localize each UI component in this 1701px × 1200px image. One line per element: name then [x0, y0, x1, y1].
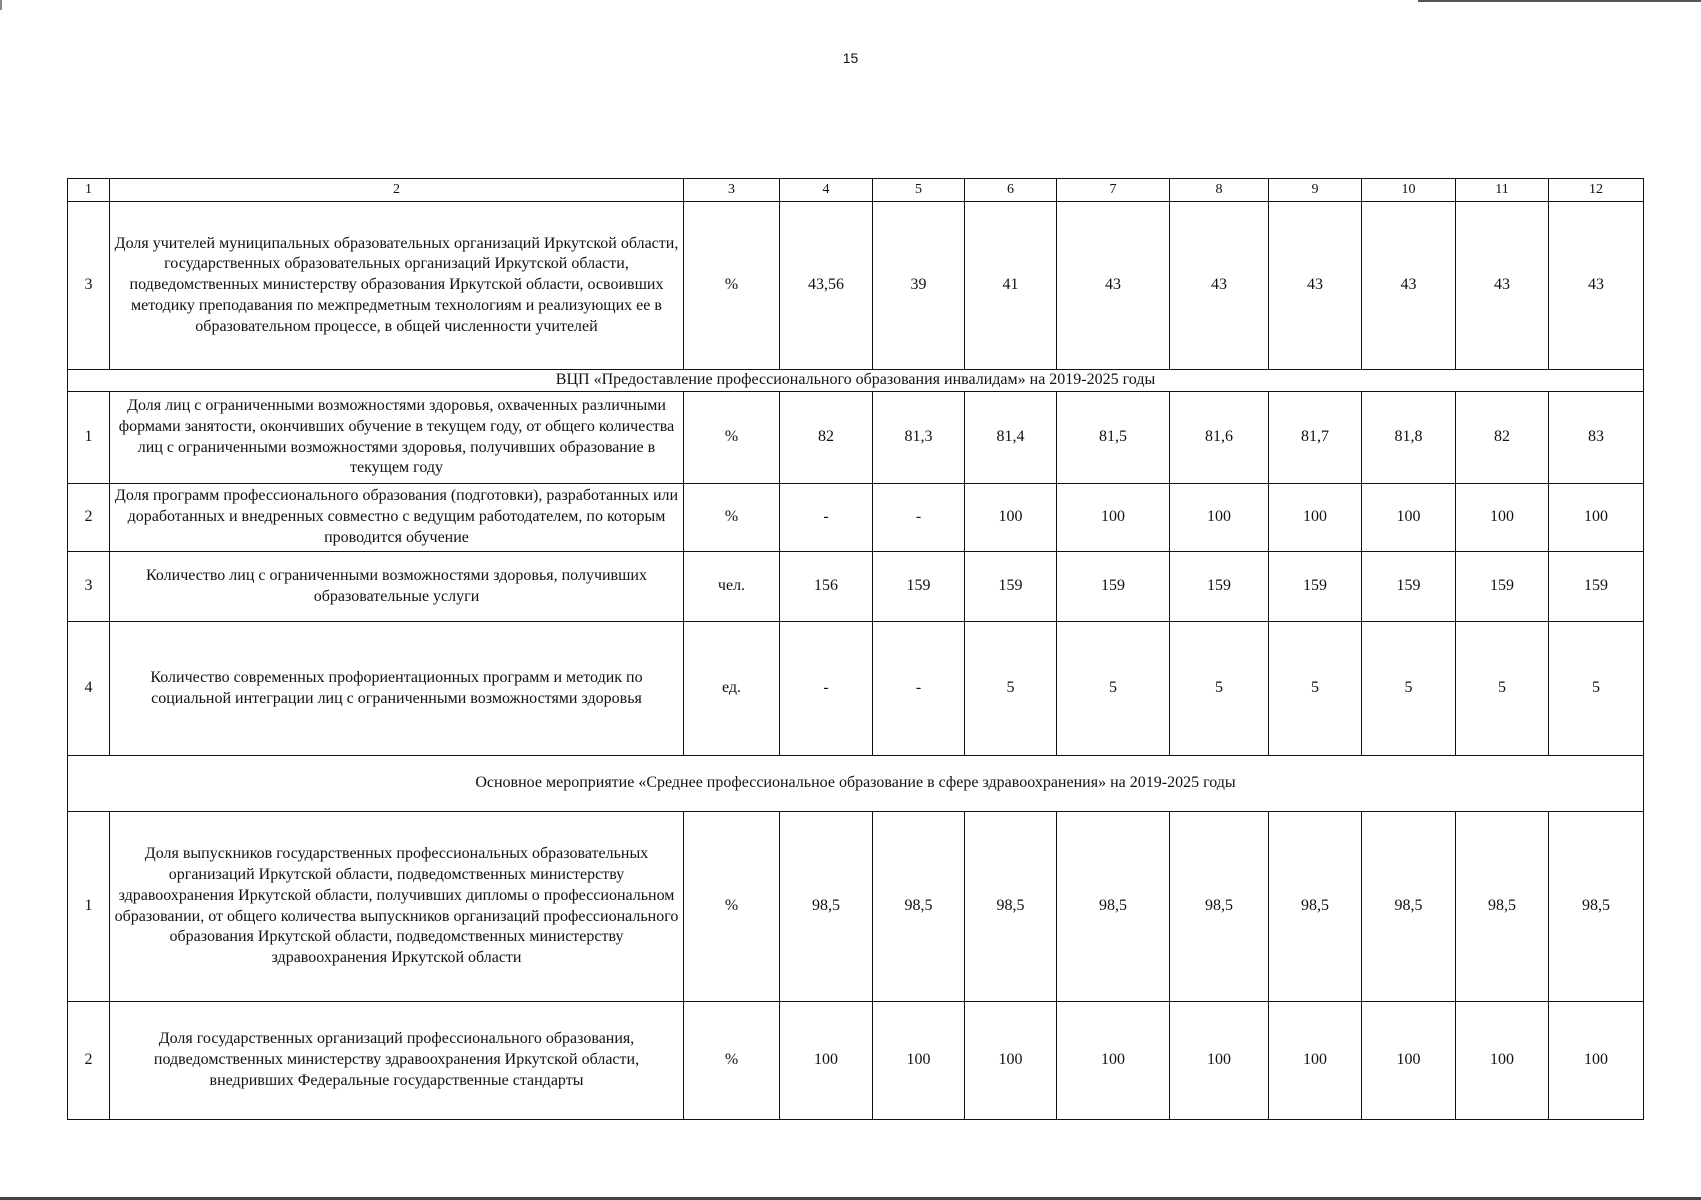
- indicator-description: Доля выпускников государственных профессиональных образовательных организаций Иркутской области, подведомственных министерству здравоохранения Иркутской области, получивших дипломы о профессиональном образовании, от общего количества выпускников организаций профессионального образования Иркутской области, подведомственных министерству здравоохранения Иркутской области: [110, 812, 684, 1002]
- value-cell: 98,5: [1170, 812, 1269, 1002]
- value-cell: 98,5: [873, 812, 965, 1002]
- table-row: [68, 812, 1644, 1002]
- value-cell: 81,5: [1057, 392, 1170, 484]
- value-cell: 81,4: [965, 392, 1057, 484]
- value-cell: 81,6: [1170, 392, 1269, 484]
- value-cell: 159: [1170, 552, 1269, 622]
- table-body: [68, 179, 1644, 1120]
- value-cell: 100: [1549, 1002, 1644, 1120]
- indicator-description: Количество лиц с ограниченными возможностями здоровья, получивших образовательные услуги: [110, 552, 684, 622]
- row-number: 2: [68, 484, 110, 552]
- column-header: 5: [873, 179, 965, 202]
- value-cell: 5: [1549, 622, 1644, 756]
- section-title: ВЦП «Предоставление профессионального образования инвалидам» на 2019-2025 годы: [68, 370, 1644, 392]
- indicator-description: Доля программ профессионального образования (подготовки), разработанных или доработанных и внедренных совместно с ведущим работодателем, по которым проводится обучение: [110, 484, 684, 552]
- value-cell: 81,8: [1362, 392, 1456, 484]
- section-title: Основное мероприятие «Среднее профессиональное образование в сфере здравоохранения» на 2019-2025 годы: [68, 756, 1644, 812]
- unit-cell: чел.: [684, 552, 780, 622]
- table-row: [68, 1002, 1644, 1120]
- table-row: [68, 552, 1644, 622]
- value-cell: -: [873, 484, 965, 552]
- unit-cell: %: [684, 812, 780, 1002]
- column-header: 9: [1269, 179, 1362, 202]
- value-cell: 83: [1549, 392, 1644, 484]
- column-header: 8: [1170, 179, 1269, 202]
- value-cell: 43: [1549, 202, 1644, 370]
- table-row: [68, 622, 1644, 756]
- scan-top-rule: [1418, 0, 1701, 2]
- indicator-description: Количество современных профориентационных программ и методик по социальной интеграции лиц с ограниченными возможностями здоровья: [110, 622, 684, 756]
- value-cell: 98,5: [1057, 812, 1170, 1002]
- value-cell: 5: [965, 622, 1057, 756]
- value-cell: -: [780, 622, 873, 756]
- value-cell: 156: [780, 552, 873, 622]
- row-number: 2: [68, 1002, 110, 1120]
- row-number: 3: [68, 202, 110, 370]
- column-header: 6: [965, 179, 1057, 202]
- value-cell: 98,5: [1269, 812, 1362, 1002]
- value-cell: 81,3: [873, 392, 965, 484]
- row-number: 1: [68, 392, 110, 484]
- table-row: [68, 392, 1644, 484]
- value-cell: 100: [873, 1002, 965, 1120]
- value-cell: -: [873, 622, 965, 756]
- section-row: [68, 370, 1644, 392]
- value-cell: 98,5: [780, 812, 873, 1002]
- row-number: 1: [68, 812, 110, 1002]
- column-header: 7: [1057, 179, 1170, 202]
- value-cell: -: [780, 484, 873, 552]
- value-cell: 100: [1456, 1002, 1549, 1120]
- value-cell: 100: [1362, 1002, 1456, 1120]
- row-number: 4: [68, 622, 110, 756]
- value-cell: 100: [1269, 484, 1362, 552]
- value-cell: 100: [1170, 1002, 1269, 1120]
- unit-cell: ед.: [684, 622, 780, 756]
- value-cell: 5: [1170, 622, 1269, 756]
- value-cell: 43: [1269, 202, 1362, 370]
- value-cell: 100: [1170, 484, 1269, 552]
- value-cell: 5: [1456, 622, 1549, 756]
- value-cell: 100: [780, 1002, 873, 1120]
- value-cell: 159: [1549, 552, 1644, 622]
- value-cell: 98,5: [965, 812, 1057, 1002]
- row-number: 3: [68, 552, 110, 622]
- unit-cell: %: [684, 392, 780, 484]
- value-cell: 98,5: [1362, 812, 1456, 1002]
- value-cell: 5: [1269, 622, 1362, 756]
- column-header: 12: [1549, 179, 1644, 202]
- indicator-description: Доля государственных организаций профессионального образования, подведомственных министерству здравоохранения Иркутской области, внедривших Федеральные государственные стандарты: [110, 1002, 684, 1120]
- value-cell: 43: [1362, 202, 1456, 370]
- value-cell: 82: [780, 392, 873, 484]
- section-row: [68, 756, 1644, 812]
- value-cell: 100: [965, 1002, 1057, 1120]
- value-cell: 100: [1362, 484, 1456, 552]
- value-cell: 100: [1057, 1002, 1170, 1120]
- value-cell: 100: [1549, 484, 1644, 552]
- value-cell: 81,7: [1269, 392, 1362, 484]
- column-header: 3: [684, 179, 780, 202]
- header-row: [68, 179, 1644, 202]
- table-row: [68, 484, 1644, 552]
- value-cell: 5: [1362, 622, 1456, 756]
- value-cell: 82: [1456, 392, 1549, 484]
- value-cell: 43: [1170, 202, 1269, 370]
- unit-cell: %: [684, 1002, 780, 1120]
- value-cell: 43,56: [780, 202, 873, 370]
- value-cell: 98,5: [1549, 812, 1644, 1002]
- page-number: 15: [842, 50, 859, 66]
- value-cell: 5: [1057, 622, 1170, 756]
- value-cell: 100: [1057, 484, 1170, 552]
- value-cell: 100: [1456, 484, 1549, 552]
- indicators-table: [67, 178, 1644, 1120]
- value-cell: 100: [965, 484, 1057, 552]
- column-header: 2: [110, 179, 684, 202]
- indicator-description: Доля лиц с ограниченными возможностями здоровья, охваченных различными формами занятости, окончивших обучение в текущем году, от общего количества лиц с ограниченными возможностями здоровья, получивших образование в текущем году: [110, 392, 684, 484]
- column-header: 4: [780, 179, 873, 202]
- value-cell: 159: [965, 552, 1057, 622]
- value-cell: 98,5: [1456, 812, 1549, 1002]
- value-cell: 43: [1057, 202, 1170, 370]
- value-cell: 159: [1057, 552, 1170, 622]
- value-cell: 159: [873, 552, 965, 622]
- value-cell: 100: [1269, 1002, 1362, 1120]
- column-header: 10: [1362, 179, 1456, 202]
- indicator-description: Доля учителей муниципальных образовательных организаций Иркутской области, государственных образовательных организаций Иркутской области, подведомственных министерству образования Иркутской области, освоивших методику преподавания по межпредметным технологиям и реализующих ее в образовательном процессе, в общей численности учителей: [110, 202, 684, 370]
- value-cell: 43: [1456, 202, 1549, 370]
- value-cell: 41: [965, 202, 1057, 370]
- value-cell: 159: [1362, 552, 1456, 622]
- value-cell: 39: [873, 202, 965, 370]
- value-cell: 159: [1269, 552, 1362, 622]
- scan-edge-mark: [0, 0, 2, 10]
- column-header: 11: [1456, 179, 1549, 202]
- value-cell: 159: [1456, 552, 1549, 622]
- column-header: 1: [68, 179, 110, 202]
- unit-cell: %: [684, 484, 780, 552]
- unit-cell: %: [684, 202, 780, 370]
- table-row: [68, 202, 1644, 370]
